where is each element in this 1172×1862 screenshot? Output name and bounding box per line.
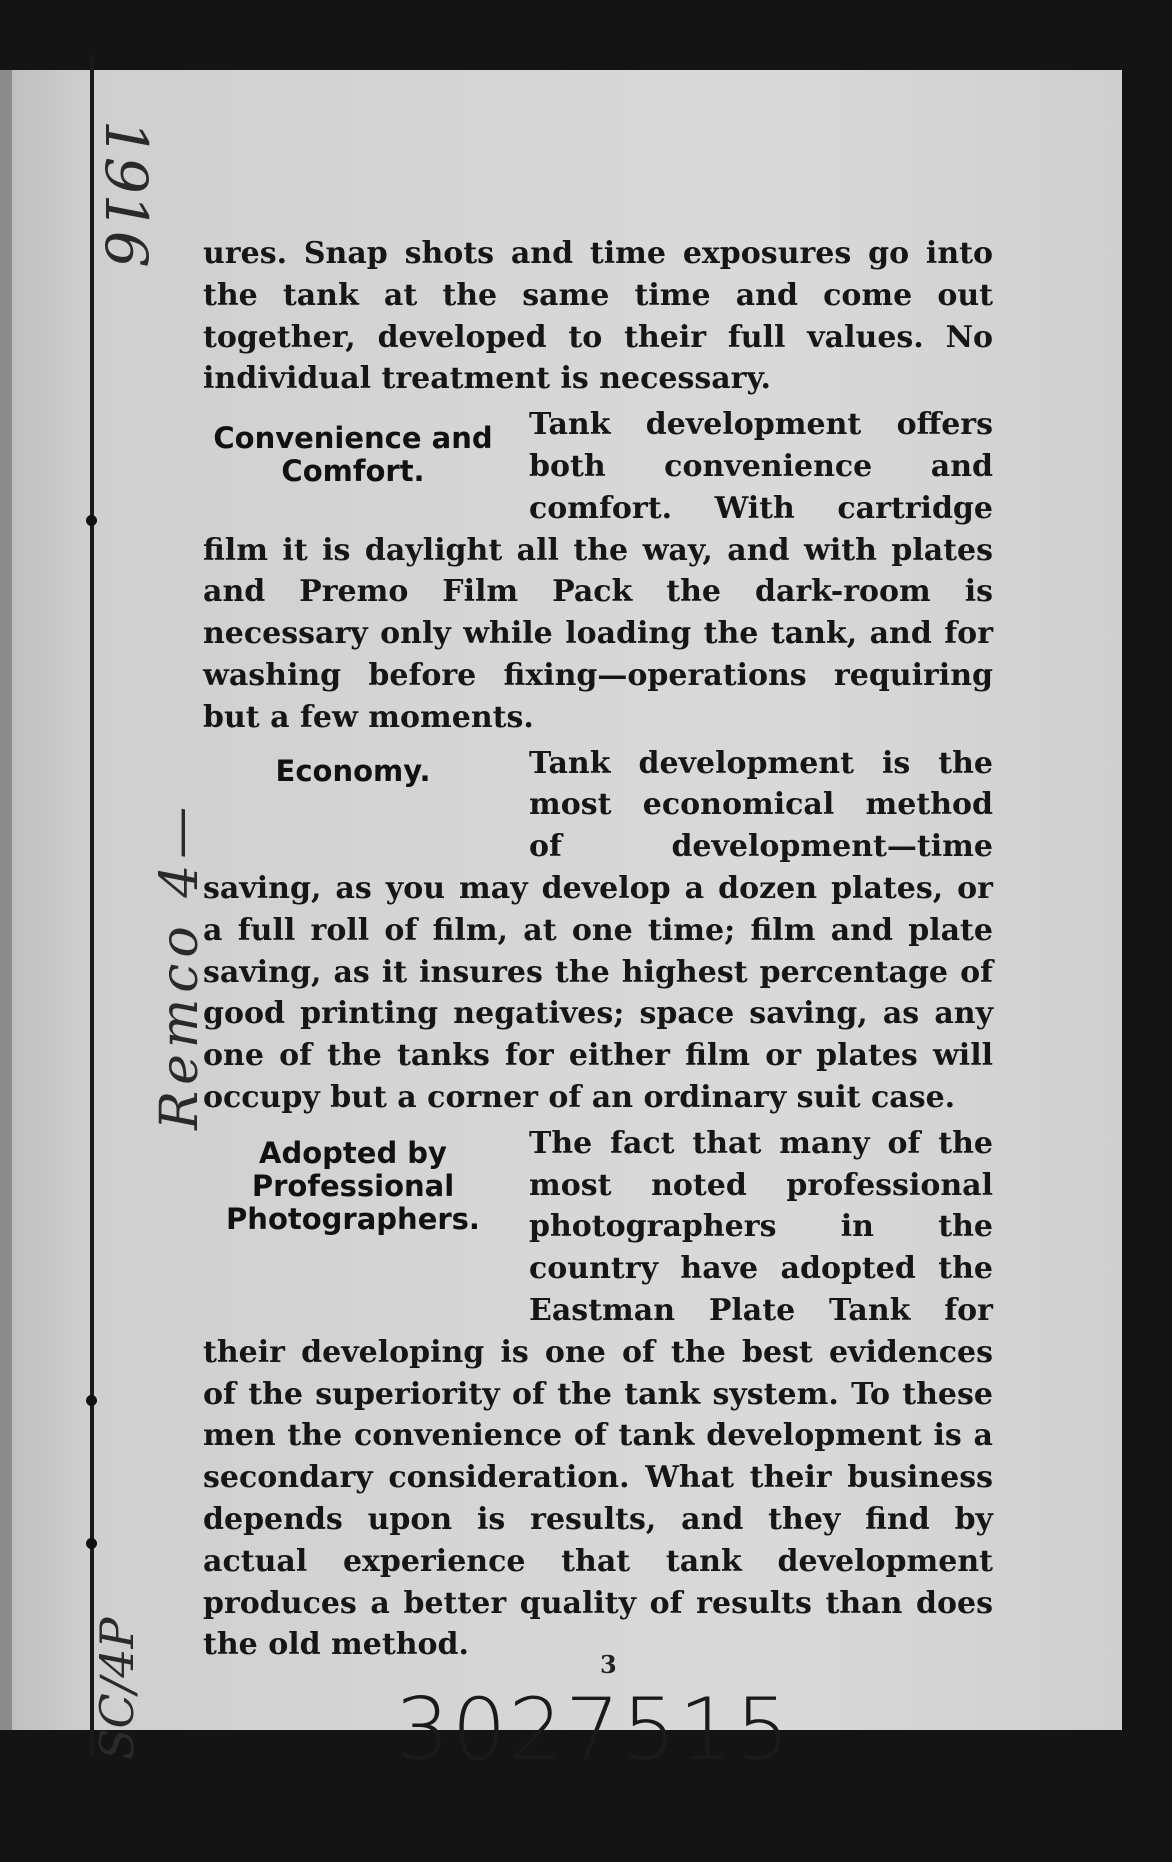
section-heading: Economy. <box>275 753 431 788</box>
intro-paragraph: ures. Snap shots and time exposures go into the tank at the same time and come out together, developed to their full values. No individual treatment is necessary. <box>203 236 993 397</box>
binding-line <box>90 55 94 1755</box>
printed-text-block <box>203 233 993 1666</box>
section-economy <box>203 743 993 1119</box>
section-body: Tank development is the most economical method of development—time saving, as you may develop a dozen plates, or a full roll of film, at one time; film and plate saving, as it insures the highest percentage of good printing negatives; space saving, as any one of the tanks for either film or plates will occupy but a corner of an ordinary suit case. <box>203 745 993 1115</box>
handwritten-code: SC/4P <box>90 1617 144 1760</box>
handwritten-year: 1916 <box>92 120 160 268</box>
handwritten-archive-number: 3027515 <box>395 1680 793 1780</box>
handwritten-note: Remco 4— <box>150 800 210 1130</box>
section-body: The fact that many of the most noted professional photographers in the country have adopted the Eastman Plate Tank for their developing is one of the best evidences of the superiority of the tank system. To these men the convenience of tank development is a secondary consideration. What their business depends upon is results, and they find by actual experience that tank development produces a better quality of results than does the old method. <box>203 1125 993 1663</box>
section-body: Tank development offers both convenience and comfort. With cartridge film it is daylight all the way, and with plates and Premo Film Pack the dark-room is necessary only while loading the tank, and for washing before fixing—operations requiring but a few moments. <box>203 407 993 735</box>
section-adopted <box>203 1123 993 1666</box>
section-convenience <box>203 404 993 738</box>
section-heading: Adopted by Professional Photographers. <box>226 1135 480 1236</box>
section-heading: Convenience and Comfort. <box>213 421 493 489</box>
binding-hole <box>86 1538 97 1549</box>
binding-hole <box>86 1395 97 1406</box>
binding-hole <box>86 515 97 526</box>
page-number: 3 <box>600 1650 617 1679</box>
